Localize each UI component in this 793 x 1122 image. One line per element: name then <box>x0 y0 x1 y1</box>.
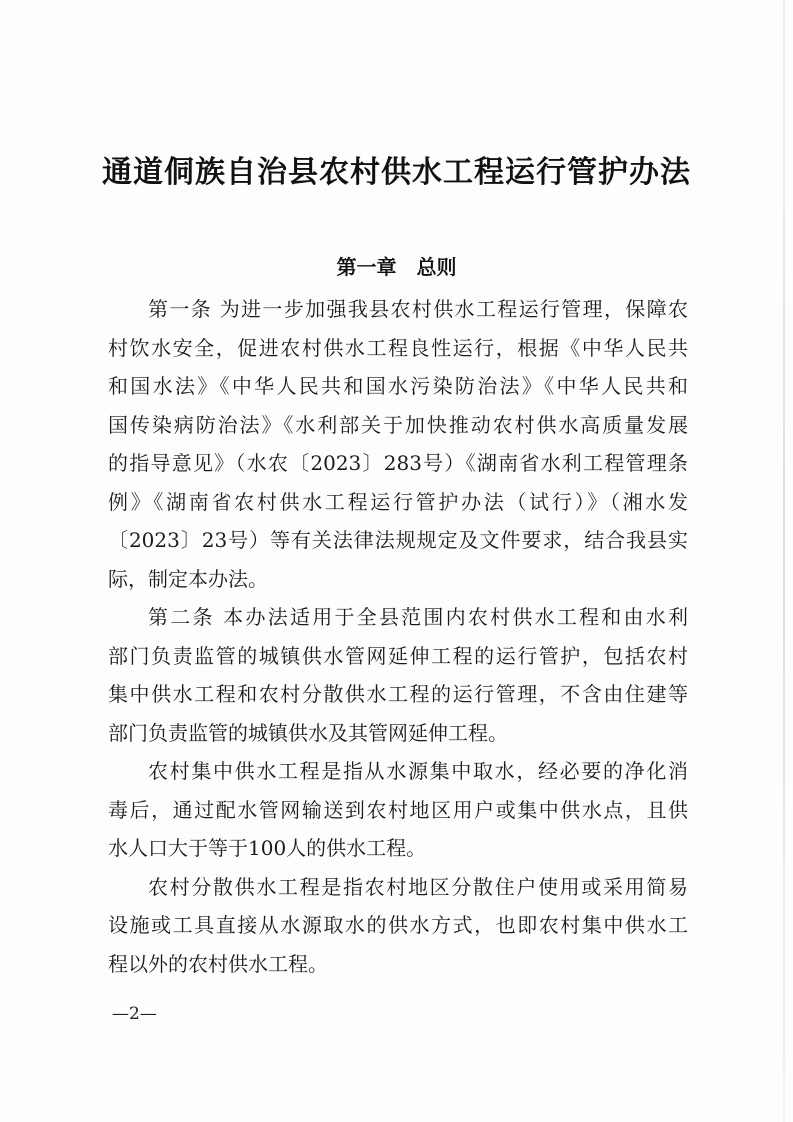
paragraph-line: 毒后，通过配水管网输送到农村地区用户或集中供水点，且供 <box>108 797 688 822</box>
paragraph-line: 例》《湖南省农村供水工程运行管护办法（试行）》（湘水发 <box>108 489 688 514</box>
centralized-supply-definition <box>108 752 688 868</box>
dispersed-supply-definition <box>108 868 688 984</box>
paragraph-line: 农村集中供水工程是指从水源集中取水，经必要的净化消 <box>148 759 688 783</box>
paragraph-line: 集中供水工程和农村分散供水工程的运行管理，不含由住建等 <box>108 682 688 706</box>
paragraph-line: 国传染病防治法》《水利部关于加快推动农村供水高质量发展 <box>108 412 688 437</box>
document-title: 通道侗族自治县农村供水工程运行管护办法 <box>102 155 691 190</box>
paragraph-line: 第一条 为进一步加强我县农村供水工程运行管理，保障农 <box>148 297 688 321</box>
article-2-paragraph <box>108 598 688 752</box>
paragraph-line: 村饮水安全，促进农村供水工程良性运行，根据《中华人民共 <box>108 335 688 360</box>
paragraph-line: 程以外的农村供水工程。 <box>108 951 328 976</box>
paragraph-line: 设施或工具直接从水源取水的供水方式，也即农村集中供水工 <box>108 913 688 937</box>
paragraph-line: 第二条 本办法适用于全县范围内农村供水工程和由水利 <box>148 605 688 629</box>
paragraph-line: 〔2023〕23号）等有关法律法规规定及文件要求，结合我县实 <box>108 528 688 552</box>
page-number: —2— <box>112 1004 157 1024</box>
chapter-heading: 第一章 总则 <box>336 255 457 279</box>
paragraph-line: 部门负责监管的城镇供水管网延伸工程的运行管护，包括农村 <box>108 643 688 668</box>
scan-edge-shadow <box>783 0 785 1122</box>
paragraph-line: 水人口大于等于100人的供水工程。 <box>108 836 427 860</box>
article-1-paragraph <box>108 290 688 598</box>
document-body <box>108 290 688 983</box>
paragraph-line: 和国水法》《中华人民共和国水污染防治法》《中华人民共和 <box>108 374 688 398</box>
paragraph-line: 部门负责监管的城镇供水及其管网延伸工程。 <box>108 720 508 745</box>
paragraph-line: 际，制定本办法。 <box>108 566 268 591</box>
paragraph-line: 的指导意见》（水农〔2023〕283号）《湖南省水利工程管理条 <box>108 451 688 475</box>
paragraph-line: 农村分散供水工程是指农村地区分散住户使用或采用简易 <box>148 874 688 899</box>
